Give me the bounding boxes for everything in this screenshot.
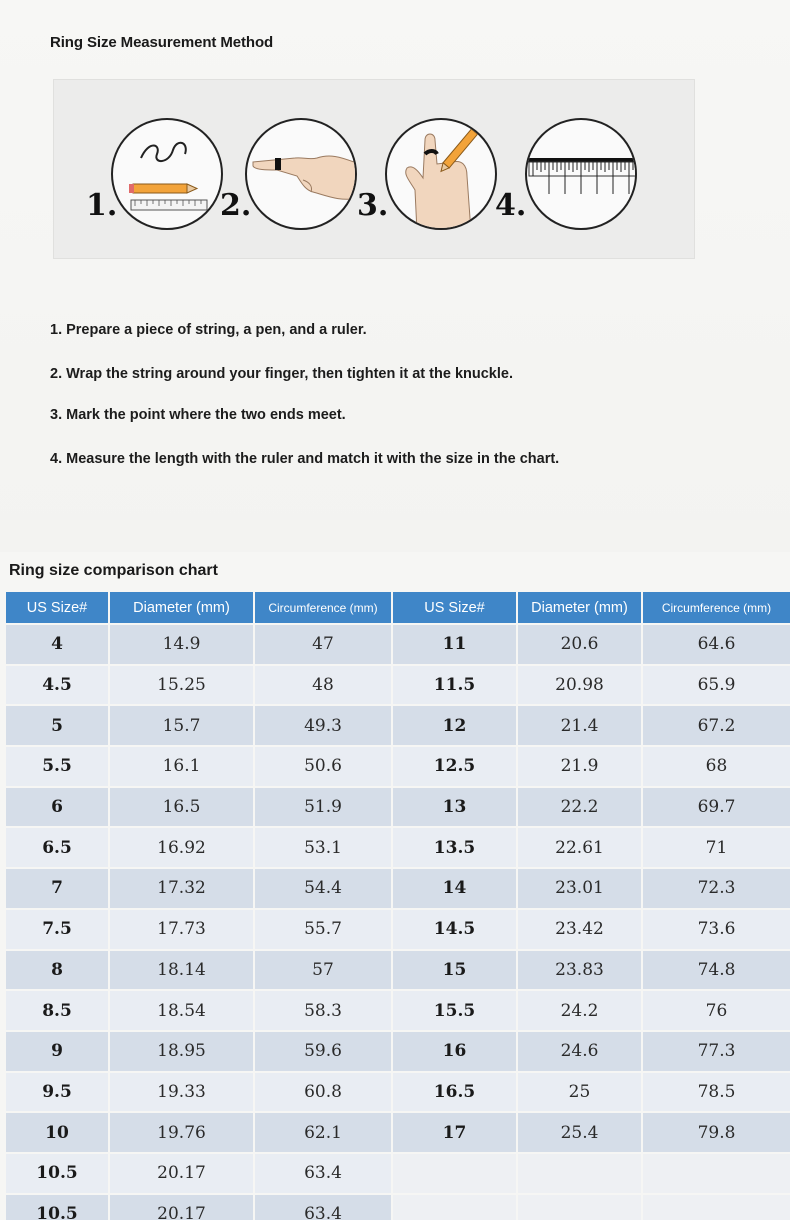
- step-number-2: 2.: [220, 188, 252, 223]
- us-size-cell: 4.5: [6, 666, 108, 705]
- us-size-cell: 8.5: [6, 991, 108, 1030]
- table-row: [6, 706, 790, 745]
- diameter-cell: 24.6: [518, 1032, 641, 1071]
- header-diameter: Diameter (mm): [518, 592, 641, 623]
- diameter-cell: 25.4: [518, 1113, 641, 1152]
- us-size-cell: [393, 1154, 516, 1193]
- circumference-cell: 68: [643, 747, 790, 786]
- diameter-cell: 15.25: [110, 666, 253, 705]
- us-size-cell: 5: [6, 706, 108, 745]
- us-size-cell: 12.5: [393, 747, 516, 786]
- diameter-cell: [518, 1195, 641, 1220]
- us-size-cell: 15.5: [393, 991, 516, 1030]
- us-size-cell: 9: [6, 1032, 108, 1071]
- diameter-cell: 22.61: [518, 828, 641, 867]
- circumference-cell: [643, 1154, 790, 1193]
- circumference-cell: 60.8: [255, 1073, 391, 1112]
- diameter-cell: 22.2: [518, 788, 641, 827]
- circumference-cell: 72.3: [643, 869, 790, 908]
- instruction-step-3: 3. Mark the point where the two ends meet.: [50, 407, 346, 423]
- circumference-cell: 69.7: [643, 788, 790, 827]
- us-size-cell: 14: [393, 869, 516, 908]
- instruction-step-2: 2. Wrap the string around your finger, then tighten it at the knuckle.: [50, 366, 513, 382]
- diameter-cell: 18.54: [110, 991, 253, 1030]
- circumference-cell: 49.3: [255, 706, 391, 745]
- us-size-cell: 8: [6, 951, 108, 990]
- circumference-cell: 62.1: [255, 1113, 391, 1152]
- diameter-cell: 20.6: [518, 625, 641, 664]
- table-row: [6, 1073, 790, 1112]
- us-size-cell: [393, 1195, 516, 1220]
- diameter-cell: 16.5: [110, 788, 253, 827]
- circumference-cell: [643, 1195, 790, 1220]
- diameter-cell: [518, 1154, 641, 1193]
- step-number-1: 1.: [86, 188, 118, 223]
- circumference-cell: 54.4: [255, 869, 391, 908]
- us-size-cell: 10.5: [6, 1195, 108, 1220]
- table-header-row: [6, 592, 790, 623]
- circumference-cell: 55.7: [255, 910, 391, 949]
- us-size-cell: 13.5: [393, 828, 516, 867]
- circumference-cell: 50.6: [255, 747, 391, 786]
- circumference-cell: 53.1: [255, 828, 391, 867]
- circumference-cell: 58.3: [255, 991, 391, 1030]
- circumference-cell: 57: [255, 951, 391, 990]
- header-circumference: Circumference (mm): [255, 592, 391, 623]
- table-row: [6, 625, 790, 664]
- diameter-cell: 19.76: [110, 1113, 253, 1152]
- table-row: [6, 788, 790, 827]
- circumference-cell: 67.2: [643, 706, 790, 745]
- circumference-cell: 71: [643, 828, 790, 867]
- circumference-cell: 76: [643, 991, 790, 1030]
- diameter-cell: 21.9: [518, 747, 641, 786]
- ring-size-table: [4, 590, 790, 1220]
- table-row: [6, 1154, 790, 1193]
- header-us-size: US Size#: [393, 592, 516, 623]
- us-size-cell: 17: [393, 1113, 516, 1152]
- circumference-cell: 65.9: [643, 666, 790, 705]
- instruction-step-4: 4. Measure the length with the ruler and match it with the size in the chart.: [50, 451, 560, 467]
- table-row: [6, 1113, 790, 1152]
- us-size-cell: 4: [6, 625, 108, 664]
- us-size-cell: 11.5: [393, 666, 516, 705]
- circumference-cell: 73.6: [643, 910, 790, 949]
- us-size-cell: 7.5: [6, 910, 108, 949]
- circumference-cell: 74.8: [643, 951, 790, 990]
- diameter-cell: 16.1: [110, 747, 253, 786]
- mark-point-icon: [385, 118, 497, 230]
- diameter-cell: 20.17: [110, 1195, 253, 1220]
- circumference-cell: 77.3: [643, 1032, 790, 1071]
- table-row: [6, 991, 790, 1030]
- us-size-cell: 16.5: [393, 1073, 516, 1112]
- header-diameter: Diameter (mm): [110, 592, 253, 623]
- circumference-cell: 63.4: [255, 1195, 391, 1220]
- diameter-cell: 23.01: [518, 869, 641, 908]
- diameter-cell: 15.7: [110, 706, 253, 745]
- table-row: [6, 910, 790, 949]
- us-size-cell: 10.5: [6, 1154, 108, 1193]
- us-size-cell: 16: [393, 1032, 516, 1071]
- us-size-cell: 14.5: [393, 910, 516, 949]
- ruler-measure-icon: [525, 118, 637, 230]
- us-size-cell: 13: [393, 788, 516, 827]
- diameter-cell: 25: [518, 1073, 641, 1112]
- us-size-cell: 15: [393, 951, 516, 990]
- table-row: [6, 666, 790, 705]
- us-size-cell: 11: [393, 625, 516, 664]
- diameter-cell: 23.83: [518, 951, 641, 990]
- us-size-cell: 10: [6, 1113, 108, 1152]
- diameter-cell: 24.2: [518, 991, 641, 1030]
- step-number-4: 4.: [495, 188, 527, 223]
- measurement-illustration: [53, 79, 695, 259]
- table-row: [6, 828, 790, 867]
- diameter-cell: 23.42: [518, 910, 641, 949]
- diameter-cell: 20.17: [110, 1154, 253, 1193]
- table-row: [6, 869, 790, 908]
- us-size-cell: 6: [6, 788, 108, 827]
- diameter-cell: 17.73: [110, 910, 253, 949]
- circumference-cell: 63.4: [255, 1154, 391, 1193]
- us-size-cell: 6.5: [6, 828, 108, 867]
- diameter-cell: 19.33: [110, 1073, 253, 1112]
- measurement-section: [0, 0, 790, 552]
- diameter-cell: 18.95: [110, 1032, 253, 1071]
- circumference-cell: 47: [255, 625, 391, 664]
- table-body: [6, 625, 790, 1220]
- diameter-cell: 20.98: [518, 666, 641, 705]
- diameter-cell: 14.9: [110, 625, 253, 664]
- instruction-step-1: 1. Prepare a piece of string, a pen, and a ruler.: [50, 322, 367, 338]
- diameter-cell: 18.14: [110, 951, 253, 990]
- table-row: [6, 951, 790, 990]
- table-row: [6, 747, 790, 786]
- string-pen-ruler-icon: [111, 118, 223, 230]
- us-size-cell: 9.5: [6, 1073, 108, 1112]
- diameter-cell: 16.92: [110, 828, 253, 867]
- page-title: Ring Size Measurement Method: [50, 34, 274, 51]
- us-size-cell: 12: [393, 706, 516, 745]
- chart-title: Ring size comparison chart: [9, 562, 218, 579]
- finger-wrap-icon: [245, 118, 357, 230]
- circumference-cell: 59.6: [255, 1032, 391, 1071]
- us-size-cell: 7: [6, 869, 108, 908]
- circumference-cell: 78.5: [643, 1073, 790, 1112]
- circumference-cell: 51.9: [255, 788, 391, 827]
- step-number-3: 3.: [357, 188, 389, 223]
- table-row: [6, 1195, 790, 1220]
- diameter-cell: 17.32: [110, 869, 253, 908]
- table-row: [6, 1032, 790, 1071]
- header-circumference: Circumference (mm): [643, 592, 790, 623]
- diameter-cell: 21.4: [518, 706, 641, 745]
- circumference-cell: 64.6: [643, 625, 790, 664]
- circumference-cell: 48: [255, 666, 391, 705]
- header-us-size: US Size#: [6, 592, 108, 623]
- circumference-cell: 79.8: [643, 1113, 790, 1152]
- us-size-cell: 5.5: [6, 747, 108, 786]
